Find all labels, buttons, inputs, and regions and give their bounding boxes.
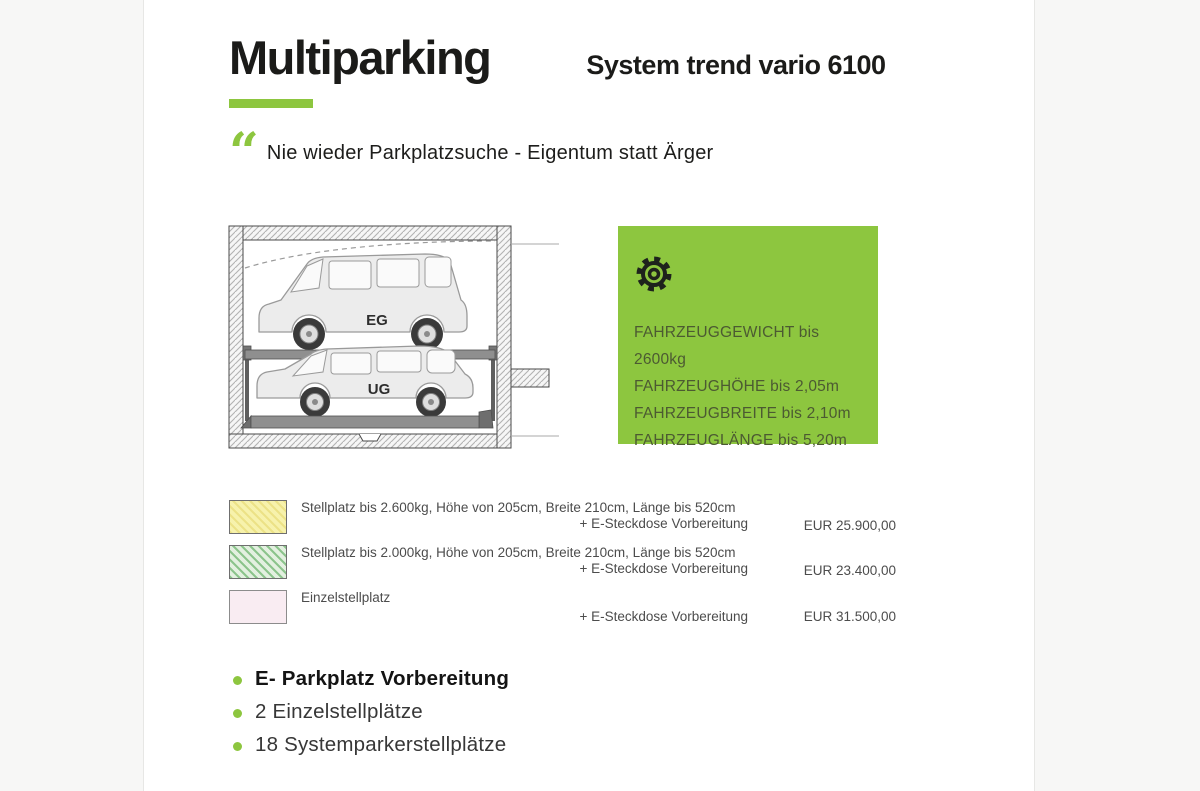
spec-lines (634, 319, 862, 454)
price-row-systemparker-2000 (229, 545, 896, 579)
feature-einzelstellplaetze (229, 700, 1034, 724)
document-page (143, 0, 1035, 791)
spec-vehicle-weight: FAHRZEUGGEWICHT bis 2600kg (634, 324, 820, 368)
price-value: EUR 23.400,00 (803, 563, 896, 578)
gear-icon (634, 254, 674, 294)
price-description (301, 590, 748, 625)
lift-post-left (245, 359, 249, 421)
ground-slab-right (511, 369, 549, 387)
page-content (144, 0, 1034, 791)
double-quote-icon: “ (229, 122, 259, 183)
bullet-icon (233, 742, 242, 751)
price-value: EUR 31.500,00 (803, 609, 896, 624)
price-description (301, 500, 748, 532)
price-description-line1: Stellplatz bis 2.000kg, Höhe von 205cm, Breite 210cm, Länge bis 520cm (301, 545, 736, 560)
feature-text: E- Parkplatz Vorbereitung (255, 667, 510, 690)
price-row-systemparker-2600 (229, 500, 896, 534)
price-description-line2: + E-Steckdose Vorbereitung (579, 561, 748, 576)
green-hatched-swatch (229, 545, 287, 579)
price-row-einzelstellplatz (229, 590, 896, 625)
price-value: EUR 25.900,00 (803, 518, 896, 533)
parking-pit-diagram (229, 226, 559, 448)
feature-e-parkplatz (229, 667, 1034, 691)
pink-swatch (229, 590, 287, 624)
header (229, 30, 1034, 85)
quote-text: Nie wieder Parkplatzsuche - Eigentum statt Ärger (266, 142, 714, 164)
right-wall (497, 226, 511, 448)
top-wall (229, 226, 511, 240)
feature-text: 18 Systemparkerstellplätze (255, 733, 507, 756)
bullet-icon (233, 709, 242, 718)
feature-list (229, 667, 1034, 757)
spec-box (618, 226, 878, 449)
yellow-hatched-swatch (229, 500, 287, 534)
upper-car-label: EG (366, 312, 388, 329)
price-description-line1: Einzelstellplatz (301, 590, 391, 605)
page-subtitle: System trend vario 6100 (586, 50, 886, 80)
left-wall (229, 226, 243, 448)
price-description (301, 545, 748, 577)
price-list (229, 500, 896, 625)
spec-vehicle-height: FAHRZEUGHÖHE bis 2,05m (634, 378, 840, 395)
price-description-line2: + E-Steckdose Vorbereitung (579, 609, 748, 624)
spec-vehicle-width: FAHRZEUGBREITE bis 2,10m (634, 405, 851, 422)
bullet-icon (233, 676, 242, 685)
figure-row (229, 226, 1034, 448)
page-title: Multiparking (229, 31, 491, 84)
spec-vehicle-length: FAHRZEUGLÄNGE bis 5,20m (634, 432, 848, 449)
price-description-line2: + E-Steckdose Vorbereitung (579, 516, 748, 531)
lift-post-right (491, 359, 495, 421)
price-description-line1: Stellplatz bis 2.600kg, Höhe von 205cm, Breite 210cm, Länge bis 520cm (301, 500, 736, 515)
drain-notch (359, 434, 381, 441)
lower-car-label: UG (367, 381, 391, 398)
feature-systemparkerstellplaetze (229, 733, 1034, 757)
title-accent-bar (229, 99, 313, 108)
feature-text: 2 Einzelstellplätze (255, 700, 423, 723)
quote-row (229, 122, 1034, 183)
